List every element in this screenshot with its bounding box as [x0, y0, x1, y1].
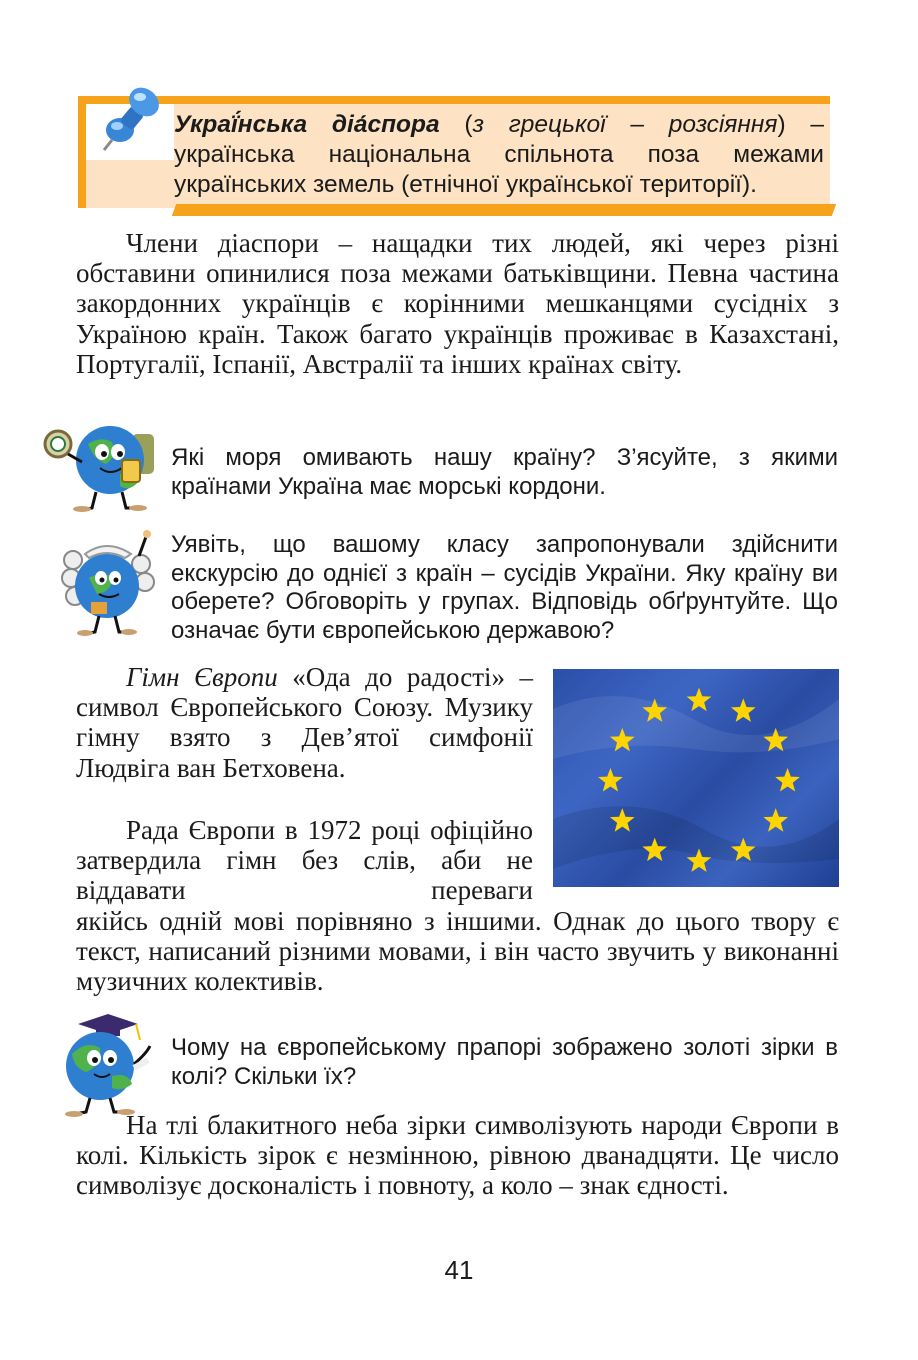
paragraph-stars: [76, 1110, 839, 1201]
globe-mascot-explorer-icon: [38, 420, 160, 512]
page-number: 41: [444, 1255, 474, 1285]
eu-flag-stars: [553, 669, 839, 887]
definition-paren-open: (: [439, 111, 473, 138]
definition-box: [78, 96, 830, 208]
pushpin-icon: [98, 82, 168, 152]
definition-text: [174, 110, 824, 200]
definition-term: Украї́нська діа́спора: [174, 111, 440, 138]
globe-mascot-graduate-icon: [50, 1010, 156, 1118]
eu-flag-star: [731, 698, 756, 722]
question-seas: Які моря омивають нашу країну? З’ясуйте, з якими країнами Україна має морські кордони.: [171, 444, 838, 500]
paragraph-anthem-continued: якійсь одній мові порівняно з іншими. Однак до цього твору є текст, написаний різними мовами, і він часто звучить у виконанні музичних колективів.: [76, 906, 839, 997]
paragraph-anthem-council: [76, 815, 533, 906]
definition-rest: українська національна спільнота поза межами українських земель (етнічної української території).: [174, 141, 824, 198]
anthem-text-2: Рада Європи в 1972 році офіційно затвердила гімн без слів, аби не віддавати переваги: [76, 815, 533, 906]
definition-box-bottom-bar: [172, 204, 836, 216]
definition-origin: з грецької – розсіяння: [472, 111, 778, 138]
question-excursion: Уявіть, що вашому класу запропонували здійснити екскурсію до однієї з країн – сусідів України. Яку країну ви оберете? Обговоріть у групах. Відповідь обґрунтуйте. Що означає бути європейською державою?: [171, 531, 838, 645]
definition-box-top-bar: [78, 96, 830, 104]
eu-flag-star: [763, 808, 788, 832]
paragraph-diaspora-text: Члени діаспори – нащадки тих людей, які через різні обставини опинилися поза межами батьківщини. Певна частина закордонних українців є корінними мешканцями сусідніх з Україною країн. Також багато українців проживає в Казахстані, Португалії, Іспанії, Австралії та інших країнах світу.: [76, 228, 839, 379]
paragraph-stars-text: На тлі блакитного неба зірки символізують народи Європи в колі. Кількість зірок є незмінною, рівною дванадцяти. Це число символізує досконалість і повноту, а коло – знак єдності.: [76, 1110, 839, 1201]
definition-box-left-bar: [78, 96, 86, 208]
eu-flag-star: [775, 768, 800, 792]
definition-paren-close: ) –: [777, 111, 824, 138]
eu-flag-star: [687, 688, 712, 712]
paragraph-diaspora: [76, 228, 839, 379]
paragraph-anthem: [76, 662, 533, 783]
eu-flag-star: [598, 768, 623, 792]
anthem-title: Гімн Європи: [126, 662, 278, 692]
globe-mascot-judge-icon: [55, 528, 160, 638]
eu-flag-image: [553, 669, 839, 887]
question-stars: Чому на європейському прапорі зображено золоті зірки в колі? Скільки їх?: [171, 1034, 838, 1090]
anthem-text-1: «Ода до радості» – символ Європейського Союзу. Музику гімну взято з Дев’ятої симфонії Людвіга ван Бетховена.: [76, 662, 533, 783]
